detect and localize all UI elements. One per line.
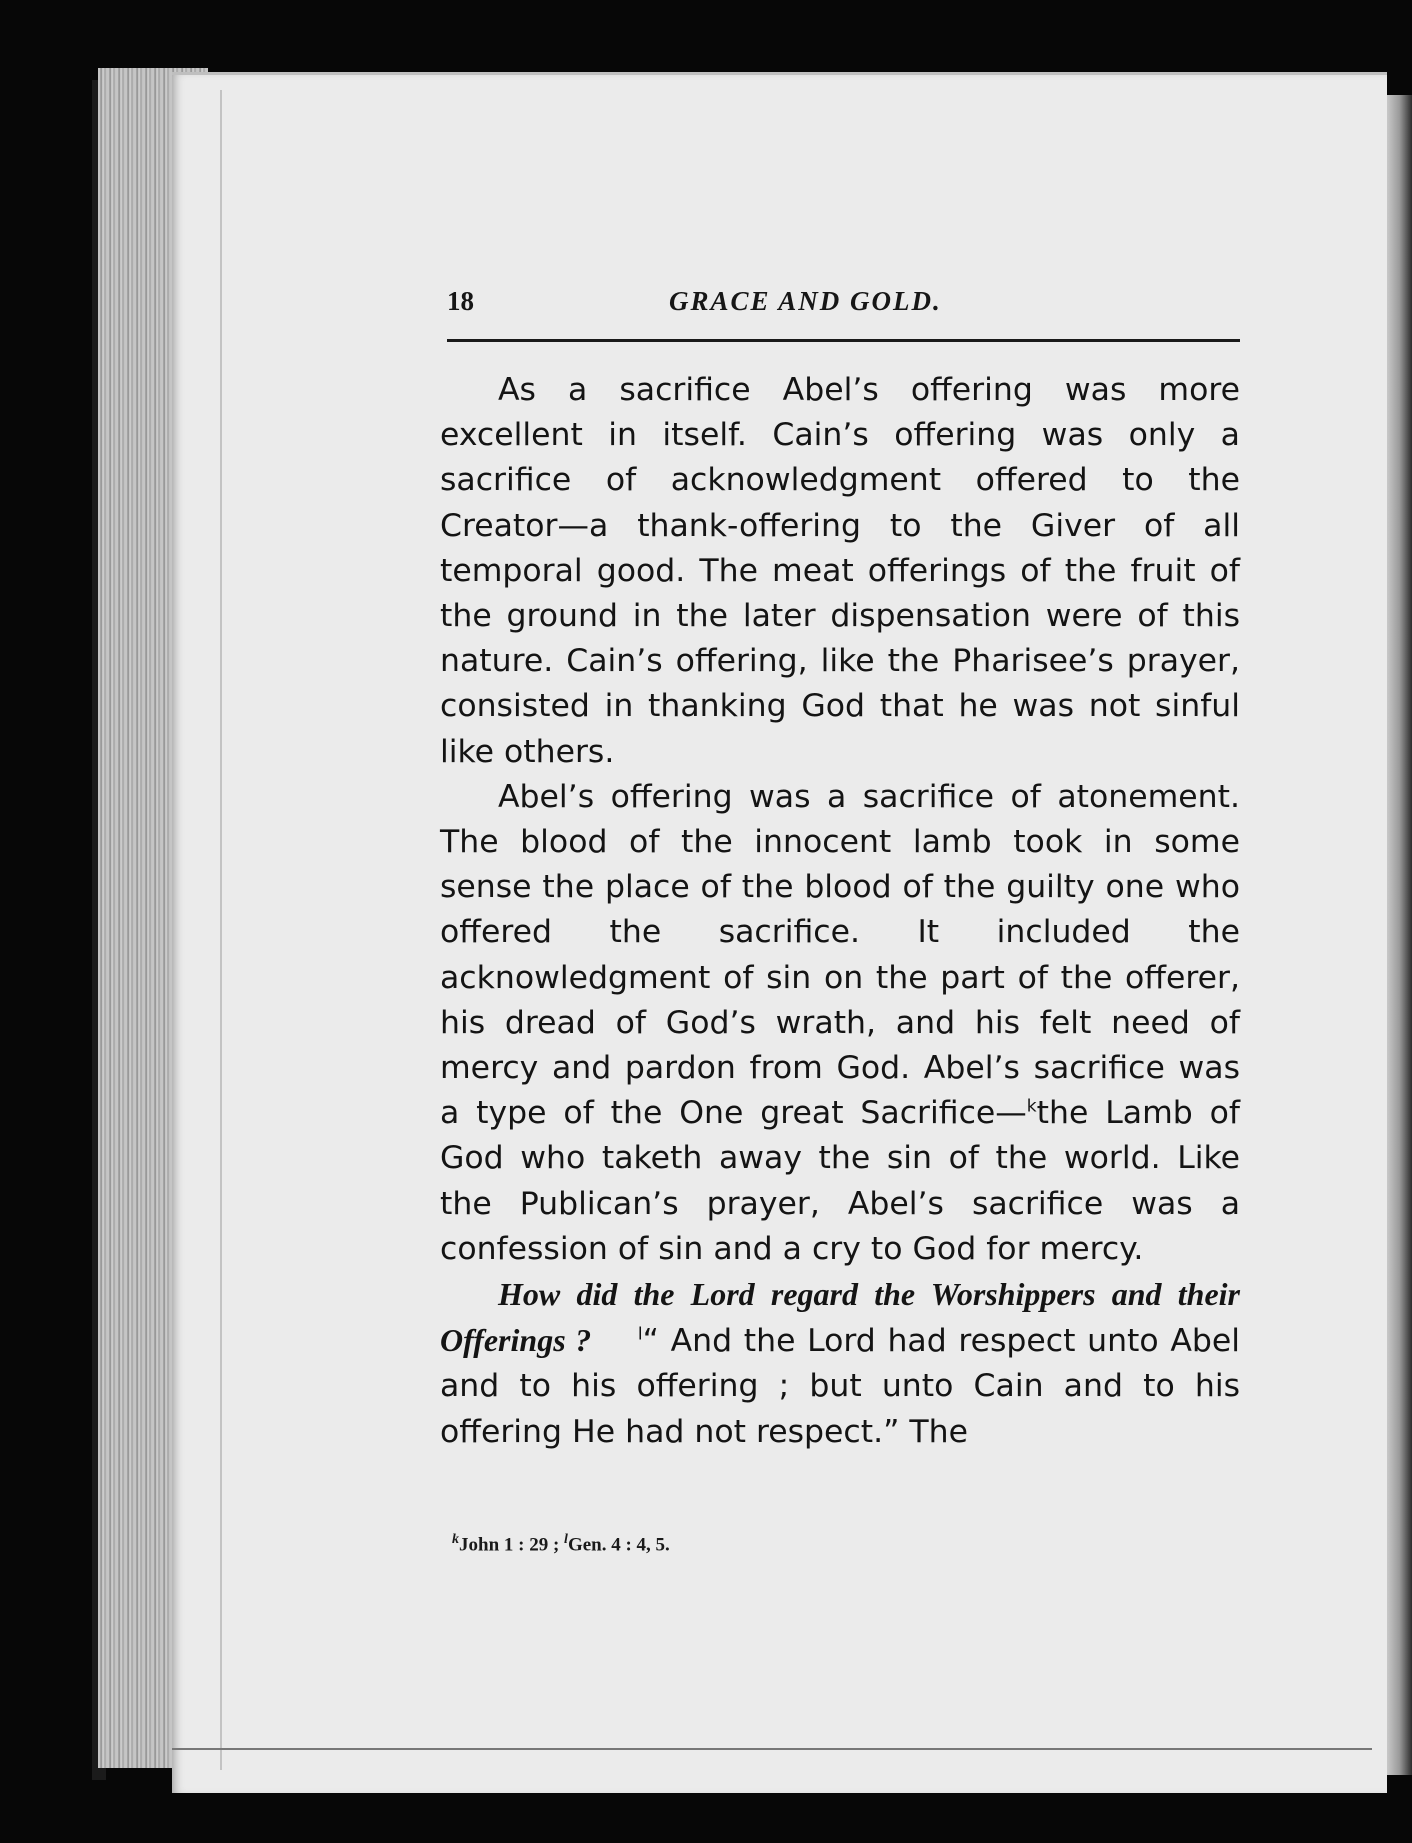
paragraph-2: Abel’s offering was a sacrifice of atonement. The blood of the innocent lamb took in some sense the place of the blood of the guilty one who offered the sacrifice. It included the acknowledgment of sin on the part of the offerer, his dread of God’s wrath, and his felt need of mercy and pardon from God. Abel’s sacrifice was a type of the One great Sacrifice—$^k$the Lamb of God who taketh away the sin of the world. Like the Publican’s prayer, Abel’s sacrifice was a confession of sin and a cry to God for mercy. [440,778,1240,1267]
paragraph-1: As a sacrifice Abel’s offering was more excellent in itself. Cain’s offering was only a sacrifice of acknowledgment offered to the Creator—a thank-offering to the Giver of all temporal good. The meat offerings of the fruit of the ground in the later dispensation were of this nature. Cain’s offering, like the Pharisee’s prayer, consisted in thanking God that he was not sinful like others. [440,372,1240,770]
running-head [447,286,1237,326]
running-title: GRACE AND GOLD. [669,286,942,316]
footnote-ref-genesis: Gen. 4 : 4, 5. [567,1534,670,1556]
page-gutter-line [220,90,222,1770]
footnote-mark-k: k [452,1532,459,1547]
footnote-ref-k: k [1026,1096,1037,1117]
footnote-mark-l: l [564,1532,568,1547]
footnote-ref-l: l [637,1324,643,1345]
page-number: 18 [447,286,474,316]
paragraph-3: How did the Lord regard the Worshippers and their Offerings ? $^l$“ And the Lord had respect unto Abel and to his offering ; but unto Cain and to his offering He had not respect.” The [440,1276,1241,1450]
footnote-ref-john: John 1 : 29 ; [459,1534,560,1556]
body-text [440,368,1240,1455]
page-bottom-edge [172,1748,1372,1750]
footnote [452,1532,670,1556]
header-rule [447,339,1240,342]
question-heading: How did the Lord regard the Worshippers and their Offerings ? [440,1276,1240,1359]
